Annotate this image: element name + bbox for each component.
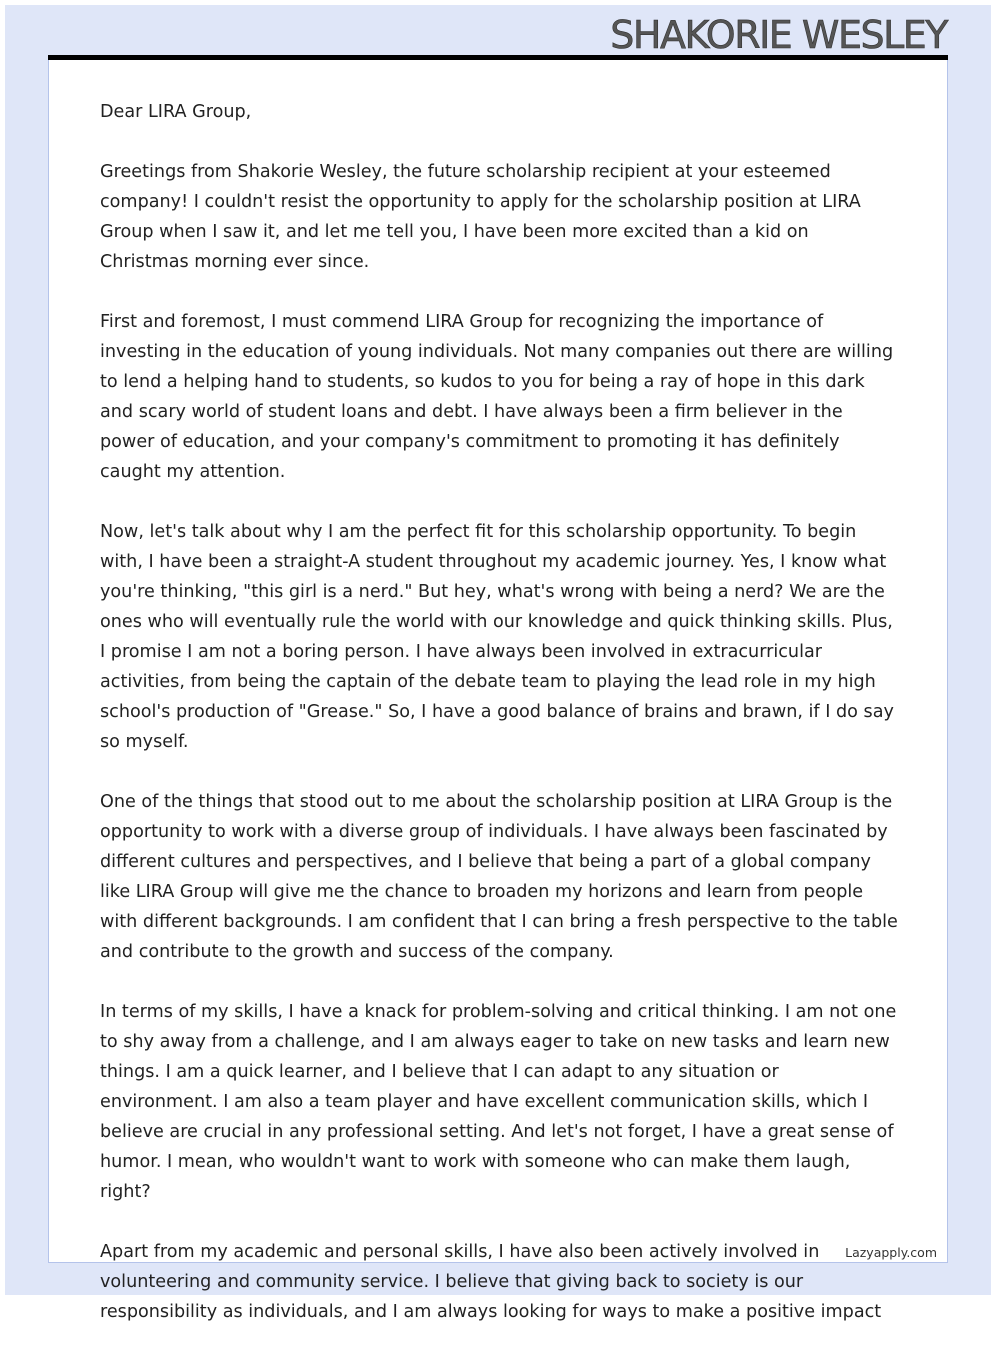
letter-body <box>100 97 900 1357</box>
watermark-text: Lazyapply.com <box>845 1245 937 1260</box>
letter-paragraph: In terms of my skills, I have a knack for problem-solving and critical thinking. I am not one to shy away from a challenge, and I am always eager to take on new tasks and learn new things. I am a quick learner, and I believe that I can adapt to any situation or environment. I am also a team player and have excellent communication skills, which I believe are crucial in any professional setting. And let's not forget, I have a great sense of humor. I mean, who wouldn't want to work with someone who can make them laugh, right? <box>100 1002 897 1202</box>
page-background <box>5 5 991 1322</box>
letter-paragraph: Greetings from Shakorie Wesley, the future scholarship recipient at your esteemed company! I couldn't resist the opportunity to apply for the scholarship position at LIRA Group when I saw it, and let me tell you, I have been more excited than a kid on Christmas morning ever since. <box>100 162 861 272</box>
letter-paragraph: Now, let's talk about why I am the perfect fit for this scholarship opportunity. To begin with, I have been a straight-A student throughout my academic journey. Yes, I know what you're thinking, "this girl is a nerd." But hey, what's wrong with being a nerd? We are the ones who will eventually rule the world with our knowledge and quick thinking skills. Plus, I promise I am not a boring person. I have always been involved in extracurricular activities, from being the captain of the debate team to playing the lead role in my high school's production of "Grease." So, I have a good balance of brains and brawn, if I do say so myself. <box>100 522 894 752</box>
applicant-name: SHAKORIE WESLEY <box>610 13 947 57</box>
letter-paragraph: Apart from my academic and personal skills, I have also been actively involved in volunteering and community service. I believe that giving back to society is our responsibility as individuals, and I am always looking for ways to make a positive impact <box>100 1242 882 1322</box>
salutation: Dear LIRA Group, <box>100 102 252 122</box>
letter-paragraph: One of the things that stood out to me about the scholarship position at LIRA Group is the opportunity to work with a diverse group of individuals. I have always been fascinated by different cultures and perspectives, and I believe that being a part of a global company like LIRA Group will give me the chance to broaden my horizons and learn from people with different backgrounds. I am confident that I can bring a fresh perspective to the table and contribute to the growth and success of the company. <box>100 792 898 962</box>
letter-paragraph: First and foremost, I must commend LIRA Group for recognizing the importance of investing in the education of young individuals. Not many companies out there are willing to lend a helping hand to students, so kudos to you for being a ray of hope in this dark and scary world of student loans and debt. I have always been a firm believer in the power of education, and your company's commitment to promoting it has definitely caught my attention. <box>100 312 894 482</box>
